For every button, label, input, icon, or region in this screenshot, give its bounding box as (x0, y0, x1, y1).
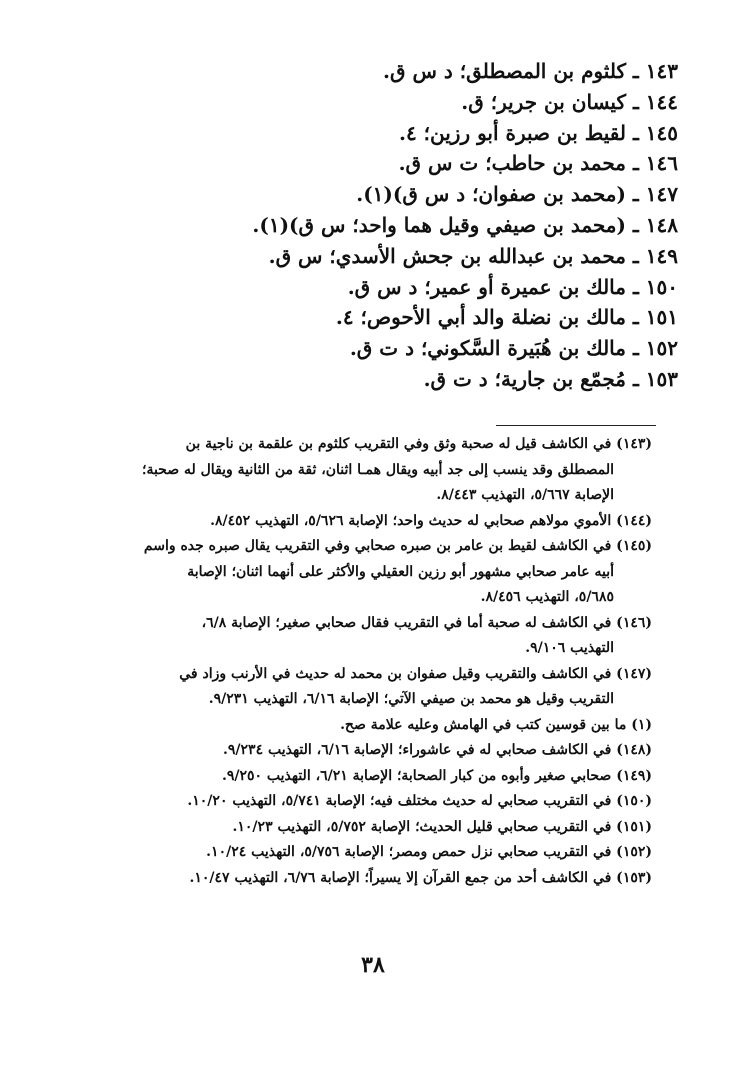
footnote-line: الإصابة ٥/٦٦٧، التهذيب ٨/٤٤٣. (436, 487, 614, 503)
footnote-line: (١٤٤) الأموي مولاهم صحابي له حديث واحد؛ الإصابة ٥/٦٢٦، التهذيب ٨/٤٥٢. (210, 512, 652, 529)
footnote-line: (١٤٧) في الكاشف والتقريب وقيل صفوان بن محمد له حديث في الأرنب وزاد في (179, 665, 652, 682)
footnote (92, 866, 652, 892)
footnote-line: المصطلق وقد ينسب إلى جد أبيه ويقال همـا اثنان، ثقة من الثانية ويقال له صحبة؛ (142, 461, 614, 478)
footnote (92, 815, 652, 841)
narrator-entry: ١٤٥ ـ لقيط بن صبرة أبو رزين؛ ٤. (398, 120, 678, 145)
narrator-entry: ١٥٣ ـ مُجمّع بن جارية؛ د ت ق. (423, 366, 678, 391)
narrator-entry: ١٤٣ ـ كلثوم بن المصطلق؛ د س ق. (383, 59, 678, 83)
footnote-line: التقريب وقيل هو محمد بن صيفي الآتي؛ الإصابة ٦/١٦، التهذيب ٩/٢٣١. (208, 691, 614, 707)
footnote (92, 840, 652, 866)
footnote-line: (١) ما بين قوسين كتب في الهامش وعليه علامة صح. (340, 716, 652, 733)
footnote-divider (496, 425, 656, 426)
footnote-line: (١٥٣) في الكاشف أحد من جمع القرآن إلا يسيراً؛ الإصابة ٦/٧٦، التهذيب ١٠/٤٧. (189, 869, 652, 886)
narrator-entry: ١٤٦ ـ محمد بن حاطب؛ ت س ق. (398, 151, 678, 176)
footnote (92, 611, 652, 662)
footnotes (92, 432, 652, 891)
footnote-line: أبيه عامر صحابي مشهور أبو رزين العقيلي والأكثر على أنهما اثنان؛ الإصابة (187, 563, 614, 580)
footnote-line: (١٤٥) في الكاشف لقيط بن عامر بن صبره صحابي وفي التقريب يقال صبره جده واسم (143, 538, 652, 554)
narrator-entry: ١٤٤ ـ كيسان بن جرير؛ ق. (461, 89, 678, 114)
footnote-line: ٥/٦٨٥، التهذيب ٨/٤٥٦. (480, 589, 614, 605)
narrator-entry: ١٤٧ ـ (محمد بن صفوان؛ د س ق)(١). (356, 182, 678, 207)
narrator-entry: ١٥٢ ـ مالك بن هُبَيرة السَّكوني؛ د ت ق. (349, 336, 678, 361)
footnote (92, 738, 652, 764)
footnote-line: (١٤٣) في الكاشف قيل له صحبة وثق وفي التقريب كلثوم بن علقمة بن ناجية بن (185, 436, 652, 452)
footnote (92, 509, 652, 535)
narrator-entry: ١٤٨ ـ (محمد بن صيفي وقيل هما واحد؛ س ق)(١). (252, 212, 678, 237)
footnote-line: (١٥١) في التقريب صحابي قليل الحديث؛ الإصابة ٥/٧٥٢، التهذيب ١٠/٢٣. (232, 818, 652, 835)
narrator-entry: ١٥١ ـ مالك بن نضلة والد أبي الأحوص؛ ٤. (335, 305, 678, 330)
footnote (92, 534, 652, 611)
narrator-entry: ١٥٠ ـ مالك بن عميرة أو عمير؛ د س ق. (347, 274, 678, 299)
footnote-line: (١٤٦) في الكاشف له صحبة أما في التقريب فقال صحابي صغير؛ الإصابة ٦/٨، (201, 614, 652, 631)
footnote (92, 713, 652, 739)
footnote (92, 662, 652, 713)
footnote-line: (١٥٢) في التقريب صحابي نزل حمص ومصر؛ الإصابة ٥/٧٥٦، التهذيب ١٠/٢٤. (206, 844, 652, 860)
narrator-list (138, 56, 678, 395)
footnote (92, 764, 652, 790)
footnote (92, 789, 652, 815)
footnote-line: (١٤٩) صحابي صغير وأبوه من كبار الصحابة؛ الإصابة ٦/٢١، التهذيب ٩/٢٥٠. (221, 767, 652, 784)
page-number: ٣٨ (361, 952, 385, 978)
footnote-line: (١٤٨) في الكاشف صحابي له في عاشوراء؛ الإصابة ٦/١٦، التهذيب ٩/٢٣٤. (223, 742, 652, 758)
narrator-entry: ١٤٩ ـ محمد بن عبدالله بن جحش الأسدي؛ س ق. (268, 243, 678, 268)
footnote-line: التهذيب ٩/١٠٦. (525, 640, 614, 656)
footnote-line: (١٥٠) في التقريب صحابي له حديث مختلف فيه؛ الإصابة ٥/٧٤١، التهذيب ١٠/٢٠. (187, 793, 652, 809)
footnote (92, 432, 652, 509)
